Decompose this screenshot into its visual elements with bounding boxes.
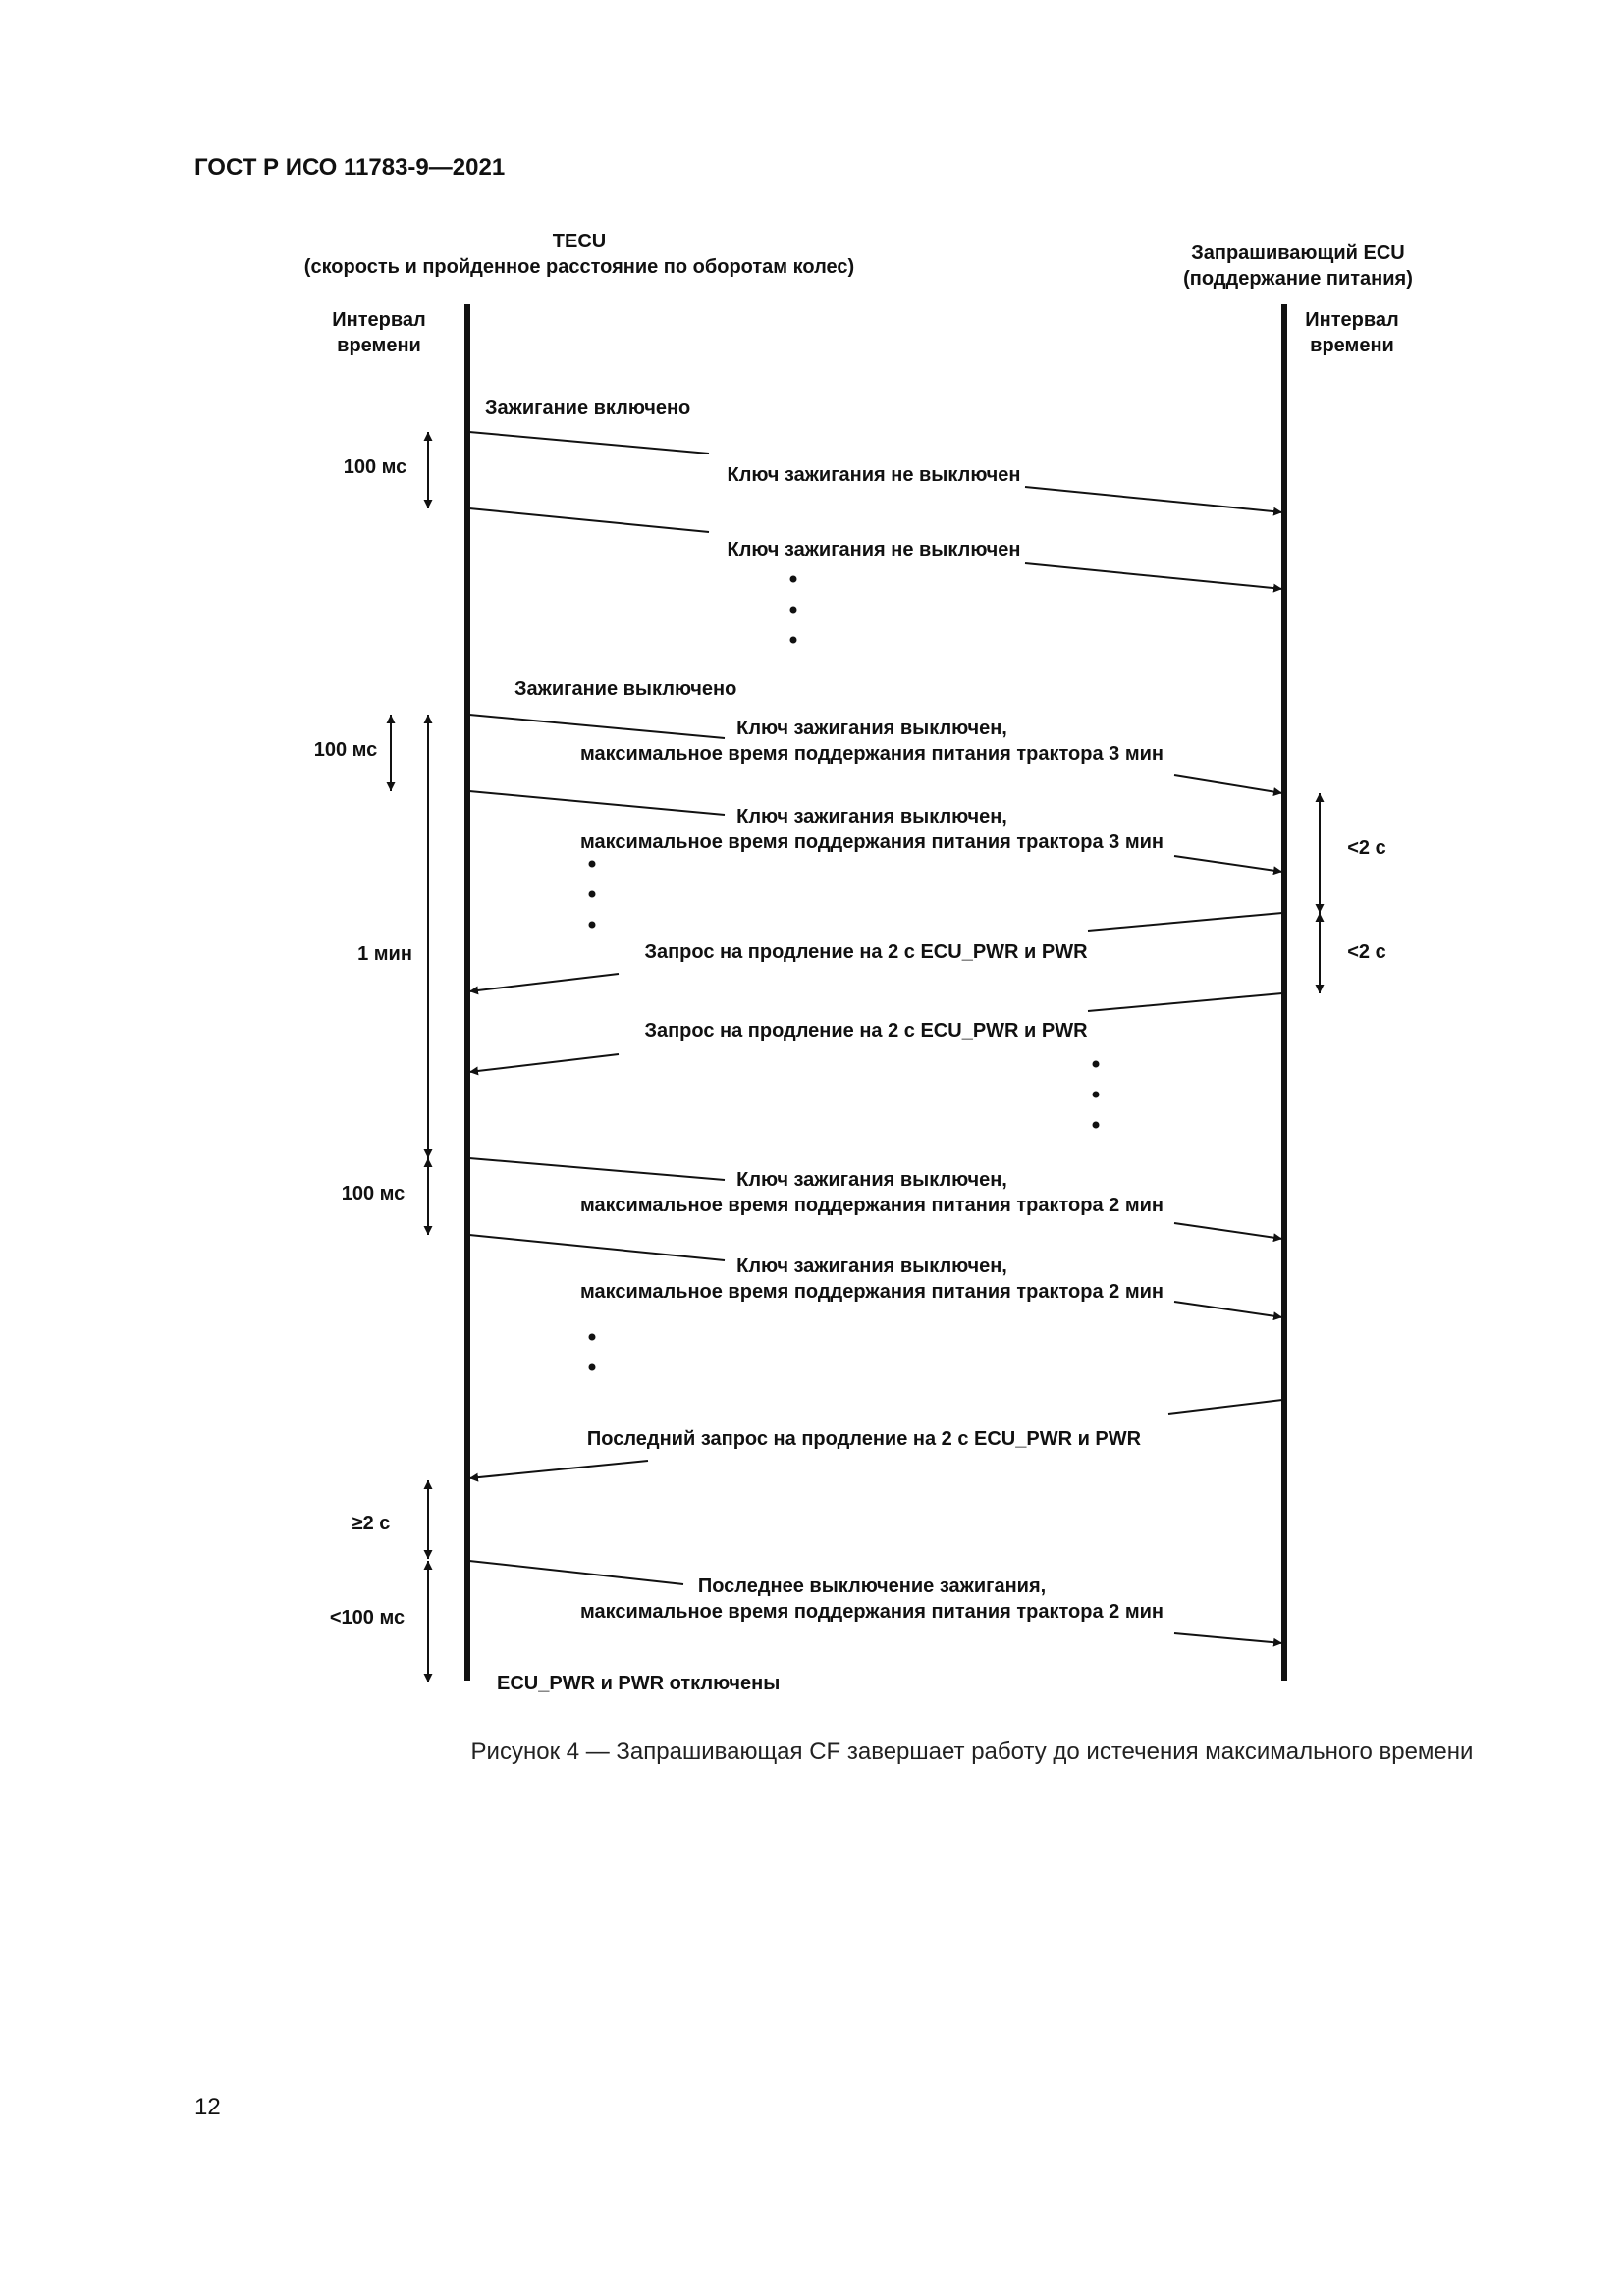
document-header: ГОСТ Р ИСО 11783-9—2021: [194, 154, 506, 181]
message-label: Запрос на продление на 2 с ECU_PWR и PWR: [644, 941, 1088, 963]
left-lifeline-title: TECU: [552, 231, 607, 252]
left-interval-label: Интервал: [332, 309, 426, 331]
continuation-dot: [589, 1364, 596, 1371]
interval-bracket-left: [357, 715, 428, 1158]
message-key-off-2min-1: [469, 1158, 1282, 1239]
continuation-dot: [1093, 1092, 1100, 1098]
message-label-2: максимальное время поддержания питания трактора 2 мин: [579, 1601, 1164, 1623]
left-interval-label-2: времени: [337, 335, 421, 356]
message-label-2: максимальное время поддержания питания трактора 3 мин: [579, 743, 1164, 765]
message-label: Запрос на продление на 2 с ECU_PWR и PWR: [644, 1020, 1088, 1041]
message-label: Последний запрос на продление на 2 с ECU_PWR и PWR: [586, 1428, 1142, 1450]
continuation-dot: [790, 607, 797, 614]
interval-bracket-right: [1320, 793, 1386, 913]
message-label: Ключ зажигания не выключен: [727, 464, 1021, 486]
continuation-dot: [589, 891, 596, 898]
interval-bracket-left: [352, 1480, 428, 1559]
interval-bracket-left: [314, 715, 391, 791]
message-label-2: максимальное время поддержания питания трактора 2 мин: [579, 1281, 1164, 1303]
event-ignition-off: Зажигание выключено: [514, 678, 737, 700]
interval-bracket-left: [344, 432, 428, 508]
message-label: Ключ зажигания не выключен: [727, 539, 1021, 561]
message-last-extend-request: [469, 1400, 1282, 1478]
right-lifeline-subtitle: (поддержание питания): [1183, 268, 1413, 290]
message-key-off-2min-2: [469, 1235, 1282, 1317]
interval-label: <2 с: [1347, 837, 1386, 859]
interval-label: <100 мс: [329, 1607, 406, 1629]
continuation-dot: [589, 861, 596, 868]
message-label-2: максимальное время поддержания питания трактора 2 мин: [579, 1195, 1164, 1216]
right-interval-label: Интервал: [1305, 309, 1399, 331]
message-label: Ключ зажигания выключен,: [736, 1255, 1007, 1277]
message-key-off-3min-1: [469, 715, 1282, 793]
message-key-not-off-1: [469, 432, 1282, 512]
interval-label: 100 мс: [313, 739, 378, 761]
page-number: 12: [194, 2094, 221, 2120]
message-label: Ключ зажигания выключен,: [736, 718, 1007, 739]
continuation-dot: [589, 1334, 596, 1341]
message-label: Последнее выключение зажигания,: [697, 1575, 1047, 1597]
interval-label: ≥2 с: [352, 1513, 391, 1534]
interval-label: <2 с: [1347, 941, 1386, 963]
message-key-off-3min-2: [469, 791, 1282, 872]
message-label: Ключ зажигания выключен,: [736, 1169, 1007, 1191]
right-lifeline-title: Запрашивающий ECU: [1191, 242, 1405, 264]
continuation-dot: [790, 576, 797, 583]
right-interval-label-2: времени: [1310, 335, 1394, 356]
interval-bracket-right: [1320, 913, 1386, 993]
message-label-2: максимальное время поддержания питания трактора 3 мин: [579, 831, 1164, 853]
continuation-dot: [589, 922, 596, 929]
continuation-dot: [790, 637, 797, 644]
event-ignition-on: Зажигание включено: [485, 398, 691, 419]
interval-bracket-left: [330, 1561, 428, 1682]
message-last-ignition-off: [469, 1561, 1282, 1643]
figure-caption: Рисунок 4 — Запрашивающая CF завершает работу до истечения максимального времени: [470, 1738, 1474, 1765]
interval-label: 100 мс: [343, 456, 407, 478]
left-lifeline-subtitle: (скорость и пройденное расстояние по оборотам колес): [303, 256, 855, 278]
continuation-dot: [1093, 1061, 1100, 1068]
message-label: Ключ зажигания выключен,: [736, 806, 1007, 828]
continuation-dot: [1093, 1122, 1100, 1129]
interval-label: 1 мин: [357, 943, 412, 965]
interval-label: 100 мс: [341, 1183, 406, 1204]
event-power-off: ECU_PWR и PWR отключены: [497, 1673, 781, 1694]
interval-bracket-left: [342, 1158, 428, 1235]
message-extend-request-2: [469, 993, 1282, 1072]
message-key-not-off-2: [469, 508, 1282, 589]
